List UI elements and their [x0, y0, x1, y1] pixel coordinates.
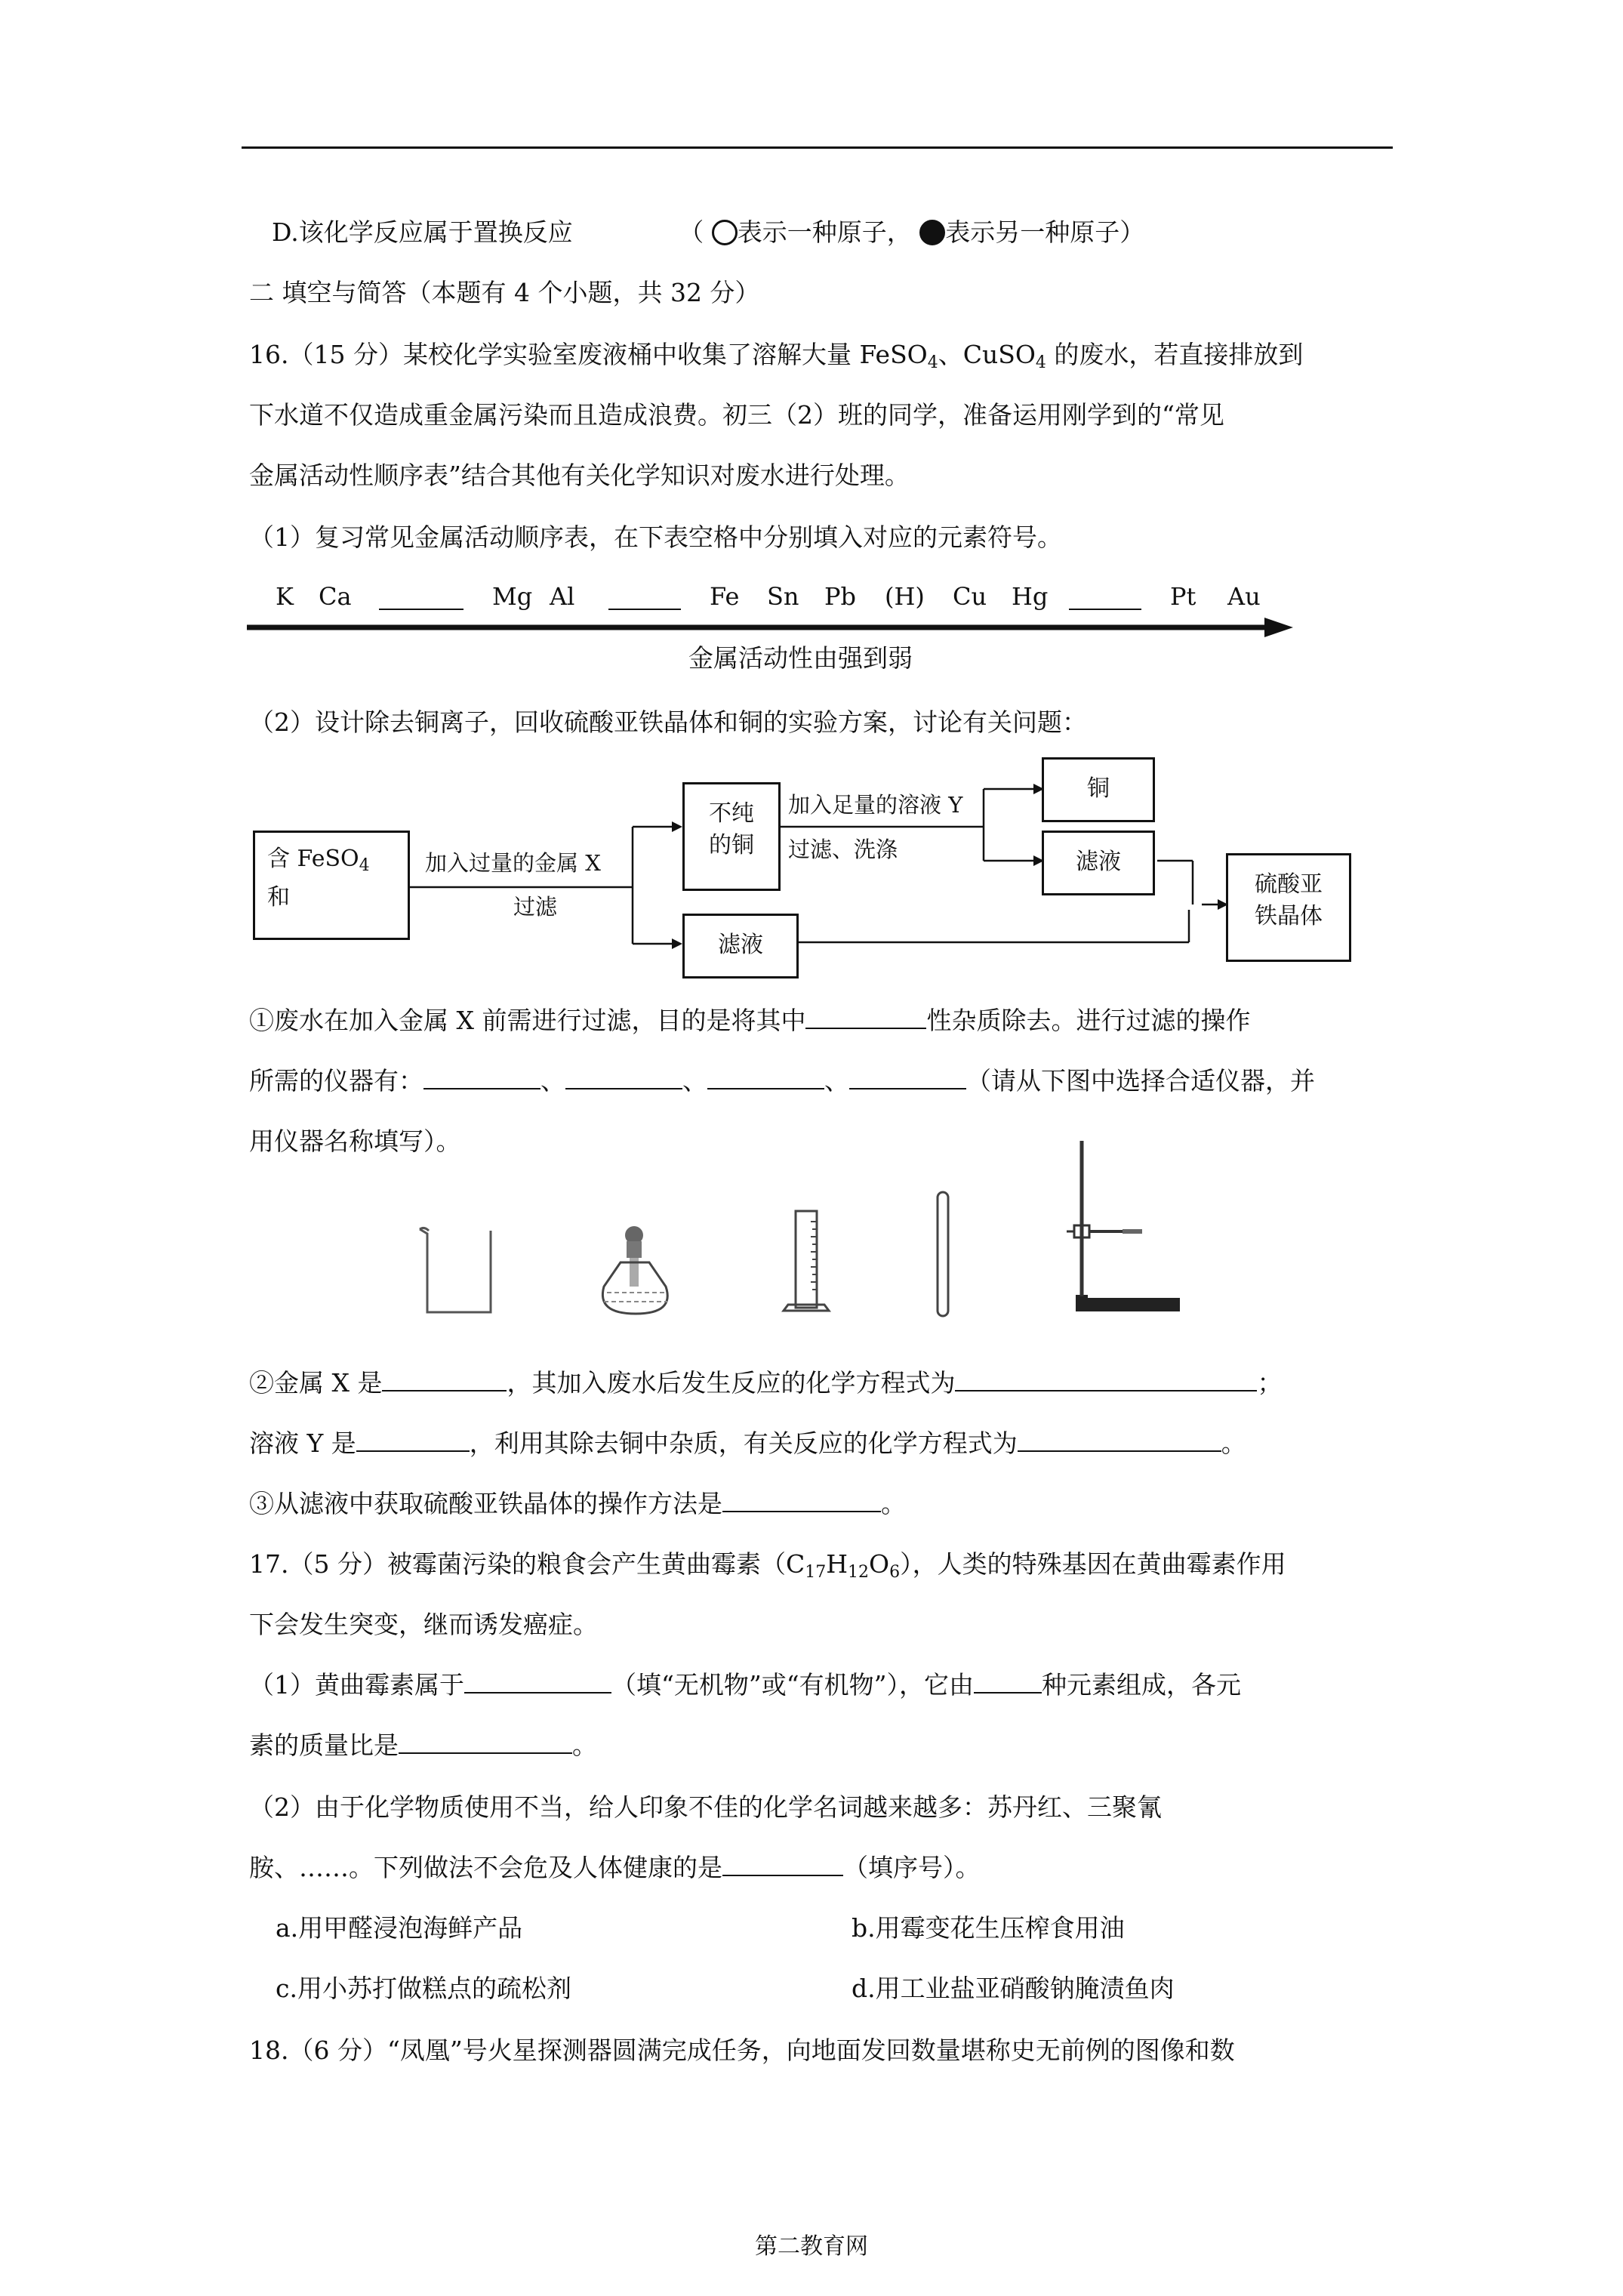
q15-option-d-line: D.该化学反应属于置换反应 （ 表示一种原子， 表示另一种原子）: [272, 217, 1145, 247]
header-rule: [242, 146, 1393, 149]
series-pt: Pt: [1170, 582, 1196, 611]
flow-filtrate-bottom-box: 滤液: [682, 914, 799, 978]
flow-step2-top: 加入足量的溶液 Y: [788, 792, 963, 818]
answer-blank[interactable]: [974, 1669, 1042, 1693]
beaker-icon: [415, 1223, 498, 1318]
answer-blank[interactable]: [464, 1669, 611, 1693]
flowchart-lines: [249, 747, 1381, 997]
series-pb: Pb: [824, 582, 857, 611]
flow-step2-bottom: 过滤、洗涤: [788, 837, 898, 862]
flow-start-box: 含 FeSO$_4$ 和: [253, 831, 410, 940]
section-title: 二 填空与简答（本题有 4 个小题，共 32 分）: [249, 278, 760, 307]
series-sn: Sn: [767, 582, 799, 611]
q18-intro-1: 18.（6 分）“凤凰”号火星探测器圆满完成任务，向地面发回数量堪称史无前例的图像和数: [249, 2036, 1235, 2065]
q16-intro-3: 金属活动性顺序表”结合其他有关化学知识对废水进行处理。: [249, 461, 910, 490]
iron-stand-icon: [1061, 1136, 1181, 1318]
answer-blank[interactable]: [382, 1367, 507, 1391]
series-h: (H): [885, 582, 925, 611]
series-caption: 金属活动性由强到弱: [688, 643, 913, 673]
q16-part2: （2）设计除去铜离子，回收硫酸亚铁晶体和铜的实验方案，讨论有关问题：: [249, 707, 1087, 737]
series-hg: Hg: [1012, 582, 1049, 611]
q17-part1-line1: （1）黄曲霉素属于 （填“无机物”或“有机物”），它由 种元素组成，各元: [249, 1670, 1241, 1700]
graduated-cylinder-icon: [778, 1207, 838, 1318]
q16-sub1-line2: 所需的仪器有： 、 、 、 （请从下图中选择合适仪器，并: [249, 1066, 1315, 1096]
page-footer: 第二教育网: [755, 2233, 868, 2260]
q17-option-c: c.用小苏打做糕点的疏松剂: [276, 1974, 571, 2003]
series-arrow: [245, 616, 1295, 639]
q16-intro-2: 下水道不仅造成重金属污染而且造成浪费。初三（2）班的同学，准备运用刚学到的“常见: [249, 400, 1224, 430]
q17-intro-2: 下会发生突变，继而诱发癌症。: [249, 1610, 598, 1639]
answer-blank[interactable]: [955, 1367, 1257, 1391]
series-k: K: [276, 582, 294, 611]
open-atom-icon: [712, 220, 738, 245]
flow-step1-top: 加入过量的金属 X: [425, 850, 601, 876]
glass-rod-icon: [933, 1189, 956, 1321]
q16-sub2-line2: 溶液 Y 是 ，利用其除去铜中杂质，有关反应的化学方程式为 。: [249, 1428, 1246, 1458]
alcohol-lamp-icon: [590, 1223, 681, 1318]
answer-blank[interactable]: [707, 1065, 824, 1089]
answer-blank[interactable]: [805, 1005, 926, 1029]
q15-option-d: D.该化学反应属于置换反应: [272, 217, 573, 247]
q16-intro-1: 16.（15 分）某校化学实验室废液桶中收集了溶解大量 FeSO$_4$、CuSO$_4$ 的废水，若直接排放到: [249, 340, 1304, 372]
q16-part1: （1）复习常见金属活动顺序表，在下表空格中分别填入对应的元素符号。: [249, 522, 1062, 552]
q17-option-a: a.用甲醛浸泡海鲜产品: [276, 1913, 523, 1943]
q17-option-d: d.用工业盐亚硝酸钠腌渍鱼肉: [852, 1974, 1175, 2003]
answer-blank[interactable]: [1018, 1428, 1221, 1452]
answer-blank[interactable]: [565, 1065, 682, 1089]
series-mg: Mg: [492, 582, 533, 611]
series-blank-2[interactable]: [608, 586, 681, 610]
answer-blank[interactable]: [423, 1065, 540, 1089]
series-cu: Cu: [953, 582, 987, 611]
q16-sub1-line3: 用仪器名称填写）。: [249, 1126, 461, 1156]
answer-blank[interactable]: [722, 1488, 881, 1512]
filled-atom-icon: [919, 220, 945, 245]
flow-step1-bottom: 过滤: [513, 894, 558, 920]
series-blank-3[interactable]: [1069, 586, 1141, 610]
answer-blank[interactable]: [399, 1730, 572, 1754]
flow-impure-copper-box: 不纯 的铜: [682, 782, 781, 891]
answer-blank[interactable]: [722, 1852, 843, 1876]
flow-copper-box: 铜: [1042, 757, 1155, 822]
flow-product-box: 硫酸亚 铁晶体: [1226, 853, 1351, 962]
answer-blank[interactable]: [849, 1065, 966, 1089]
q16-sub1-line1: ①废水在加入金属 X 前需进行过滤，目的是将其中 性杂质除去。进行过滤的操作: [249, 1006, 1251, 1035]
series-al: Al: [550, 582, 575, 611]
q16-sub2-line1: ②金属 X 是 ，其加入废水后发生反应的化学方程式为 ；: [249, 1368, 1283, 1398]
q17-part2-line1: （2）由于化学物质使用不当，给人印象不佳的化学名词越来越多：苏丹红、三聚氰: [249, 1792, 1162, 1822]
q17-part2-line2: 胺、……。下列做法不会危及人体健康的是 （填序号）。: [249, 1853, 981, 1882]
series-au: Au: [1227, 582, 1261, 611]
series-ca: Ca: [319, 582, 352, 611]
q17-intro-1: 17.（5 分）被霉菌污染的粮食会产生黄曲霉素$(C_{17}H_{12}O_6)$，人类的特殊基因在黄曲霉素作用: [249, 1549, 1286, 1582]
q17-option-b: b.用霉变花生压榨食用油: [852, 1913, 1125, 1943]
series-fe: Fe: [710, 582, 740, 611]
answer-blank[interactable]: [356, 1428, 470, 1452]
flow-filtrate-top-box: 滤液: [1042, 831, 1155, 895]
q17-part1-line2: 素的质量比是 。: [249, 1730, 597, 1760]
q16-sub3-line: ③从滤液中获取硫酸亚铁晶体的操作方法是 。: [249, 1489, 906, 1518]
series-blank-1[interactable]: [379, 586, 463, 610]
